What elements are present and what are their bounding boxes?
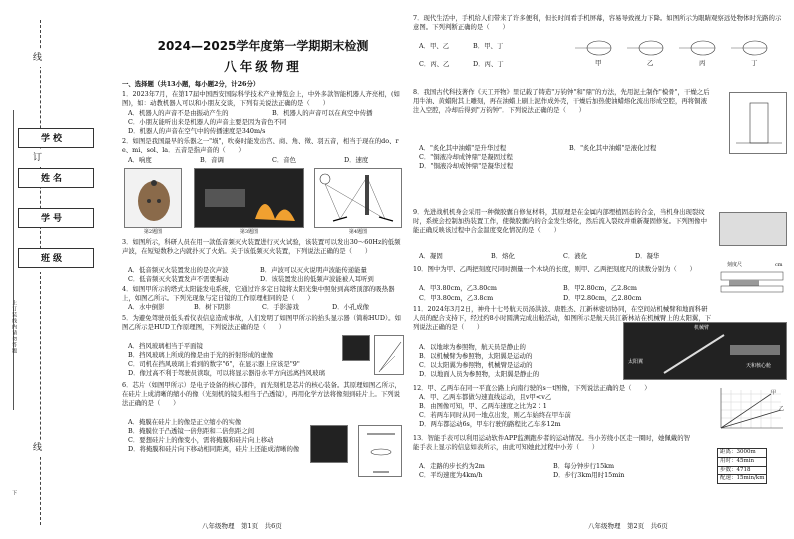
q3-option-b[interactable]: B．声波可以灭火说明声波能传递能量 — [260, 266, 367, 274]
q4-option-d[interactable]: D．小孔成像 — [332, 303, 370, 311]
chip-photo — [310, 425, 348, 463]
space-station-photo — [623, 322, 787, 380]
st-graph — [711, 386, 787, 436]
bell-mold-icon — [730, 93, 788, 155]
figure-caption: 第3题图 — [239, 229, 259, 235]
eye-label: 丁 — [751, 59, 758, 67]
q7-option-a[interactable]: A．甲、乙 — [419, 42, 450, 50]
eye-diagrams — [573, 38, 785, 74]
q4-option-b[interactable]: B．树下阴影 — [194, 303, 231, 311]
table-cell: 用时：45min — [718, 457, 767, 466]
name-label: 姓名 — [41, 174, 66, 184]
table-cell: 步数：4718 — [718, 466, 767, 475]
ruler-unit: cm — [775, 262, 783, 268]
solar-tower-icon — [315, 169, 403, 229]
q1-option-c[interactable]: C．小朋友能听出来是机器人的声音主要是因为音色不同 — [128, 118, 287, 126]
arm-label: 机械臂 — [694, 325, 710, 331]
name-field[interactable] — [18, 168, 94, 188]
binding-strip — [0, 0, 118, 539]
q1-stem: 1．2023年7月，在第17届中国西安国际科学技术产业博览会上，中外多款智能机器人齐亮相，(如图)，如：动教机器人可以和小朋友交谈，下列有关说法正确的是（ ） — [122, 90, 400, 108]
hud-ray-icon — [375, 336, 405, 376]
q12-option-c[interactable]: C．若两车同时从同一地点出发，则乙车始终在甲车前 — [419, 411, 571, 419]
watch-data-table — [717, 448, 767, 484]
q4-option-a[interactable]: A．水中倒影 — [128, 303, 165, 311]
binding-note — [10, 300, 17, 354]
note-char: 线 — [11, 318, 18, 324]
q2-option-d[interactable]: D．速度 — [344, 156, 369, 164]
table-cell: 距离：3000m — [718, 449, 767, 458]
q9-option-d[interactable]: D．凝华 — [635, 252, 660, 260]
eye-label: 丙 — [699, 59, 706, 67]
figure-caption: 第4题图 — [348, 229, 368, 235]
q6-option-a[interactable]: A．掩膜在硅片上的像是正立缩小的实像 — [128, 418, 242, 426]
table-row — [718, 457, 767, 466]
note-char: 订 — [11, 306, 18, 312]
q2-option-c[interactable]: C．音色 — [272, 156, 297, 164]
q3-option-a[interactable]: A．低音频灭火装置发出的是次声波 — [128, 266, 229, 274]
q9-option-c[interactable]: C．液化 — [563, 252, 588, 260]
section-heading: 一、选择题（共13小题，每小题2分，计26分） — [122, 80, 260, 88]
q7-stem: 7．现代生活中，手机给人们带来了许多便利，但长时间看手机屏幕，容易导致视力下降。如图所示为眼睛观察远处物体时光路的示意图。下列判断正确的是（ ） — [413, 14, 782, 32]
casting-figure — [729, 92, 787, 154]
q12-option-d[interactable]: D．两车都运动6s，甲车行驶的路程比乙车多12m — [419, 420, 561, 428]
q13-stem: 13．智能手表可以利用运动软件APP监测跑步者的运动情况。当小芳绕小区走一圈时，她佩戴的智能手表上显示的信息如表所示，由此可知她此过程中小芳（ ） — [413, 434, 690, 452]
eye-label: 乙 — [647, 59, 654, 67]
school-label: 学校 — [41, 134, 66, 144]
q5-option-a[interactable]: A．挡风玻璃相当于平面镜 — [128, 342, 203, 350]
student-id-field[interactable] — [18, 208, 94, 228]
q3-stem: 3．如图所示，科研人员在用一款低音频灭火装置进行灭火试验，该装置可以发出30～60Hz的低频声波，在短短数秒之内就扑灭了火焰。关于该低频灭火装置，下列说法正确的是（ ） — [122, 238, 401, 256]
binding-label: 线 — [33, 50, 42, 67]
q11-option-d[interactable]: D．以地面人员为参照物，太阳翼是静止的 — [419, 370, 540, 378]
ruler-label: 刻度尺 — [727, 262, 743, 268]
note-char: 上 — [11, 300, 18, 306]
binding-label: 订 — [33, 150, 42, 167]
page-footer-right: 八年级物理 第2页 共6页 — [588, 522, 668, 530]
q11-option-b[interactable]: B．以机械臂为参照物，太阳翼是运动的 — [419, 352, 533, 360]
q12-stem: 12．甲、乙两车在同一平直公路上向南行驶的s－t图像，下列说法正确的是（ ） — [413, 384, 651, 392]
self-repair-figure — [719, 212, 787, 246]
q8-option-c[interactable]: C．"铜液冷却成钟鼎"是凝固过程 — [419, 153, 513, 161]
ruler-icon — [717, 262, 787, 296]
figure-caption: 第2题图 — [143, 229, 163, 235]
school-field[interactable] — [18, 128, 94, 148]
note-char: 内 — [11, 324, 18, 330]
q5-option-d[interactable]: D．像过高不利于驾驶员读取，可以将显示器沿水平方向远离挡风玻璃 — [128, 369, 325, 377]
right-page — [405, 0, 794, 539]
binding-note-bottom: 下 — [11, 490, 18, 496]
q1-option-a[interactable]: A．机器人的声音不是由振动产生的 — [128, 109, 229, 117]
q13-option-c[interactable]: C．平均速度为4km/h — [419, 471, 483, 479]
lithography-diagram — [358, 425, 402, 477]
table-cell: 配速：15min/km — [718, 475, 767, 484]
q9-option-a[interactable]: A．凝固 — [419, 252, 443, 260]
table-row — [718, 475, 767, 484]
q8-option-b[interactable]: B．"炙化其中油蜡"是液化过程 — [569, 144, 657, 152]
binding-rule — [13, 110, 14, 410]
table-row — [718, 449, 767, 458]
xun-icon — [125, 169, 183, 229]
q2-stem: 2．如图是我国最早的乐器之一"埙"，吹奏时能发出宫、商、角、徵、羽五音，相当于现在的do、re、mi、sol、la．五音是指声音的（ ） — [122, 137, 399, 155]
note-char: 装 — [11, 312, 18, 318]
note-char: 答 — [11, 342, 18, 348]
q4-stem: 4．如图甲所示的塔式太阳能发电系统，它通过许多定日镜将太阳光集中照射到高塔顶部的吸热器上，如图乙所示。下列光现象与定日镜的工作原理相同的是（ ） — [122, 285, 395, 303]
core-module-label: 天和核心舱 — [746, 363, 772, 369]
line-label: 乙 — [779, 406, 785, 412]
q6-option-b[interactable]: B．掩膜位于凸透镜一倍焦距和二倍焦距之间 — [128, 427, 255, 435]
q13-option-b[interactable]: B．每分钟步行15km — [553, 462, 615, 470]
q11-option-a[interactable]: A．以地球为参照物，航天员是静止的 — [419, 343, 526, 351]
eye-lens-icon — [573, 38, 785, 74]
q7-option-c[interactable]: C．丙、乙 — [419, 60, 450, 68]
exam-title: 2024—2025学年度第一学期期末检测 — [157, 39, 369, 53]
q9-option-b[interactable]: B．熔化 — [491, 252, 515, 260]
q11-option-c[interactable]: C．以太阳翼为参照物，机械臂是运动的 — [419, 361, 533, 369]
q5-stem: 5．为避免驾驶员低头看仪表信息造成事故，人们发明了如图甲所示的抬头显示器（简称HUD）。如图乙所示是HUD工作原理图，下列说法正确的是（ ） — [122, 314, 401, 332]
q9-stem: 9．先进战机机身会采用一种微胶囊自修复材料，其原理是在金属内部埋植固态的合金，当机身出现裂纹时，系统会控制加热装置工作，使微胶囊内的合金发生熔化，然后流入裂纹并重新凝固修复。下列图像中能正确反映该过程中合金温度变化情况的是（ ） — [413, 208, 707, 235]
q1-option-d[interactable]: D．机器人的声音在空气中的传播速度是340m/s — [128, 127, 266, 135]
q2-option-a[interactable]: A．响度 — [128, 156, 152, 164]
q3-option-d[interactable]: D．该装置发出的低频声波能被人耳听到 — [260, 275, 374, 283]
q7-option-d[interactable]: D．丙、丁 — [473, 60, 504, 68]
q10-option-d[interactable]: D．甲2.80cm，乙2.80cm — [563, 294, 642, 302]
q10-option-a[interactable]: A．甲3.80cm，乙3.80cm — [419, 284, 497, 292]
lens-icon — [359, 426, 403, 478]
q6-option-d[interactable]: D．将掩膜和硅片向下移动相同距离，硅片上还能成清晰的像 — [128, 445, 300, 453]
q8-option-a[interactable]: A．"炙化其中油蜡"是升华过程 — [419, 144, 507, 152]
q12-option-b[interactable]: B．由图像可知，甲、乙两车速度之比为2∶1 — [419, 402, 547, 410]
q1-option-b[interactable]: B．机器人的声音可以在真空中传播 — [272, 109, 373, 117]
note-char: 勿 — [11, 336, 18, 342]
q3-option-c[interactable]: C．低音频灭火装置发声不需要振动 — [128, 275, 229, 283]
q6-option-c[interactable]: C．要想硅片上的像变小，需将掩膜和硅片向上移动 — [128, 436, 274, 444]
table-row — [718, 466, 767, 475]
student-id-label: 学号 — [41, 214, 66, 224]
q8-option-d[interactable]: D．"铜液冷却成钟鼎"是凝华过程 — [419, 162, 514, 170]
binding-label: 线 — [33, 440, 42, 457]
q7-option-b[interactable]: B．甲、丁 — [473, 42, 504, 50]
solar-tower-figure — [314, 168, 402, 228]
q10-stem: 10．图中为甲、乙两把刻度尺同时测量一个木块的长度，则甲、乙两把刻度尺的读数分别为（ ） — [413, 265, 696, 273]
wing-label: 太阳翼 — [628, 359, 644, 365]
hud-photo — [342, 335, 370, 361]
q13-option-a[interactable]: A．走路的步长约为2m — [419, 462, 485, 470]
q5-option-c[interactable]: C．司机在挡风玻璃上看到的数字"6"，在显示器上应该是"9" — [128, 360, 300, 368]
q10-option-c[interactable]: C．甲3.80cm，乙3.8cm — [419, 294, 494, 302]
xun-instrument-figure — [124, 168, 182, 228]
note-char: 题 — [11, 348, 18, 354]
q4-option-c[interactable]: C．手影游戏 — [262, 303, 299, 311]
class-field[interactable] — [18, 248, 94, 268]
q6-stem: 6．芯片（如图甲所示）是电子设备的核心部件，而光刻机是芯片的核心装备。其原理如图乙所示，在硅片上成清晰的缩小的像（光刻机的镜头相当于凸透镜），再用化学方法将像刻到硅片上。下列说法正确的是（ ） — [122, 381, 401, 408]
q12-option-a[interactable]: A．甲、乙两车都做匀速直线运动，且v甲<v乙 — [419, 393, 552, 401]
q2-option-b[interactable]: B．音调 — [200, 156, 224, 164]
q5-option-b[interactable]: B．挡风玻璃上所成的像是由于光的折射形成的虚像 — [128, 351, 274, 359]
q10-option-b[interactable]: B．甲2.80cm，乙2.8cm — [563, 284, 637, 292]
note-char: 请 — [11, 330, 18, 336]
eye-label: 甲 — [595, 59, 602, 67]
line-label: 甲 — [771, 390, 777, 396]
ruler-figure — [717, 262, 787, 296]
q11-stem: 11．2024年3月2日，神舟十七号航天员汤洪波、唐胜杰、江新林密切协同，在空间站机械臂和地面科研人员的配合支持下，经过约8小时圆满完成出舱活动，如图所示是航天员江新林站在机械臂上的太阳翼，下列说法正确的是（ ） — [413, 305, 712, 332]
hud-diagram — [374, 335, 404, 375]
q13-option-d[interactable]: D．步行3km用时15min — [553, 471, 625, 479]
page-footer-left: 八年级物理 第1页 共6页 — [202, 522, 282, 530]
fire-extinguisher-photo — [194, 168, 304, 228]
sound-fire-icon — [195, 169, 305, 229]
exam-subject: 八年级物理 — [224, 59, 302, 74]
q8-stem: 8．我国古代科技著作《天工开物》里记载了铸造"万钧钟"和"鼎"的方法，先用泥土制作"模骨"，干燥之后用牛油、黄蜡附其上雕刻，再在油蜡上刷上泥作成外壳，干燥后加热使油蜡熔化流出形成空腔，再将铜液注入空腔，冷却后得到"万钧钟"．下列说法正确的是（ ） — [413, 88, 710, 115]
class-label: 班级 — [41, 254, 66, 264]
